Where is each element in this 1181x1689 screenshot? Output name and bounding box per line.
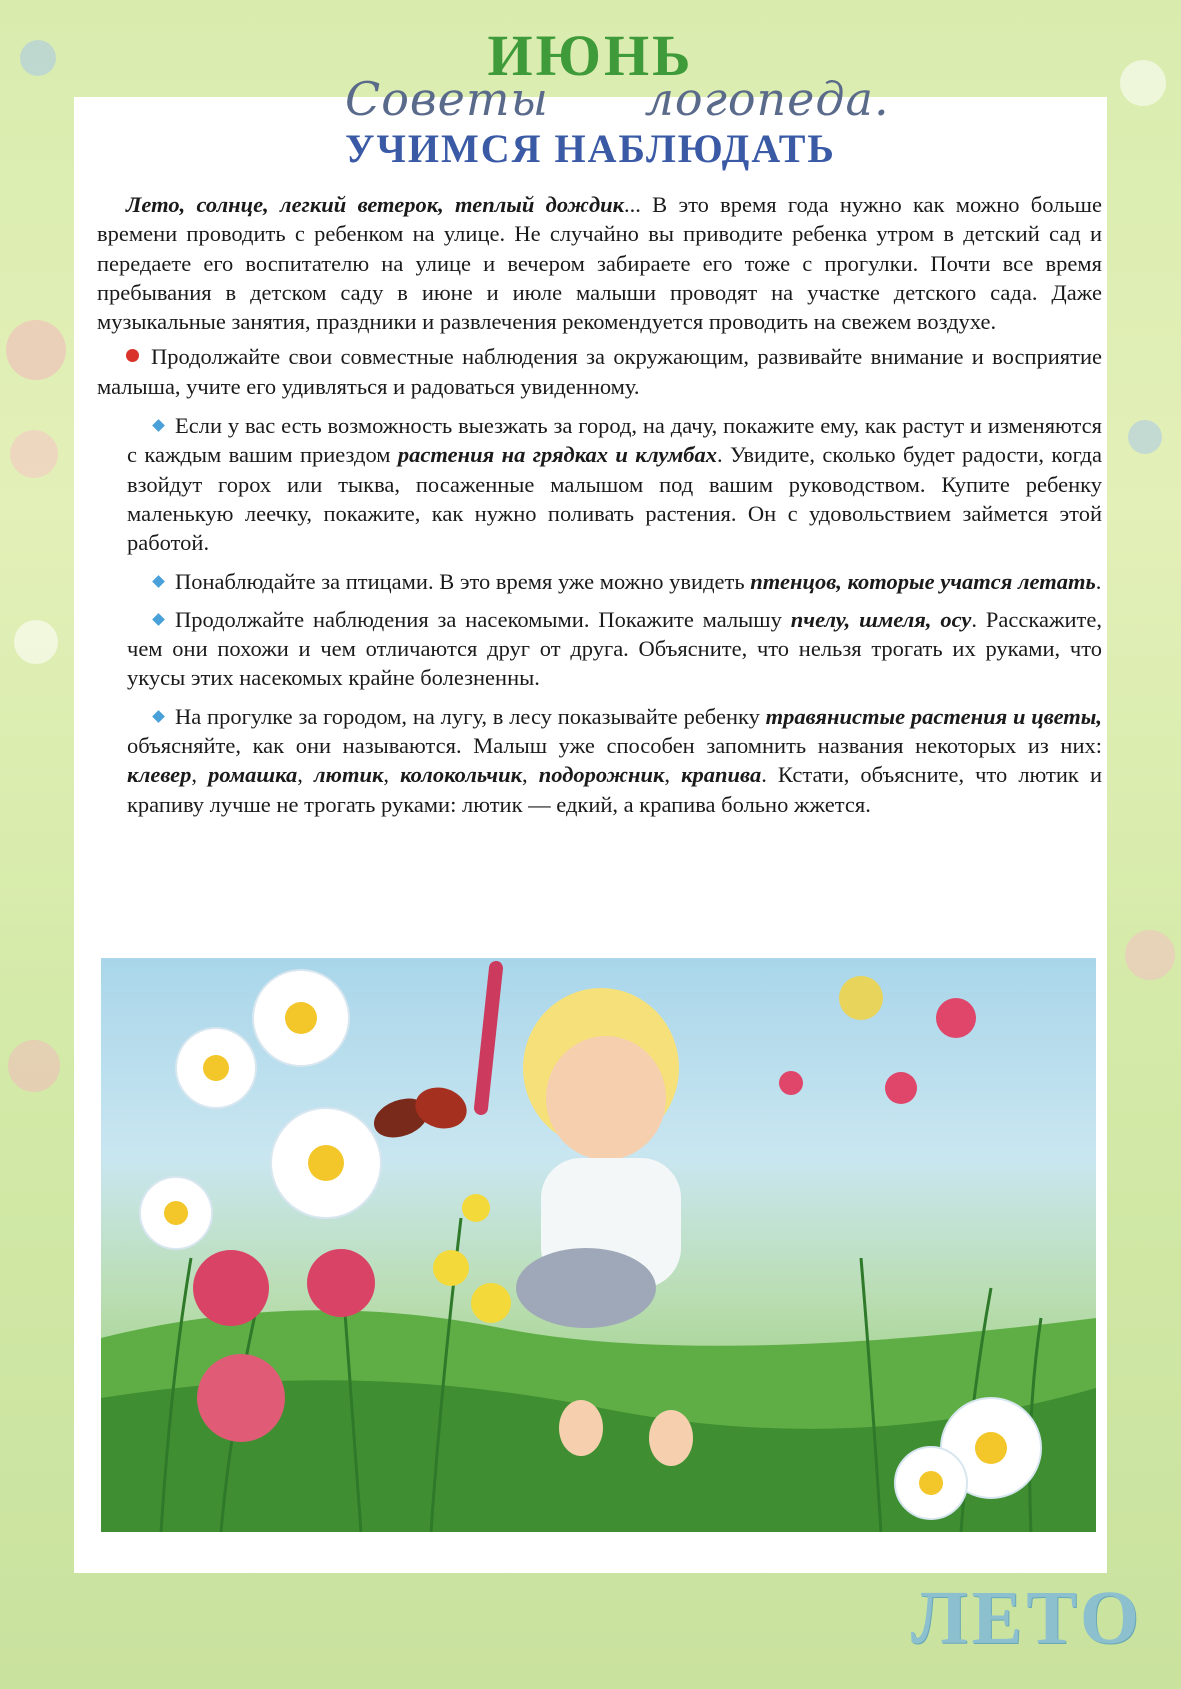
clover-flower-decoration [8, 1040, 60, 1092]
red-bullet-icon [126, 349, 139, 362]
clover-flower-decoration [10, 430, 58, 478]
intro-paragraph: Лето, солнце, легкий ветерок, теплый дождик... В это время года нужно как можно больше времени проводить с ребенком на улице. Не случайно вы приводите ребенка утром в детский сад и передаете его воспитателю на улице и вечером забираете его тоже с прогулки. Почти все время пребывания в детском саду в июне и июле малыши проводят на участке детского сада. Даже музыкальные занятия, праздники и развлечения рекомендуется проводить на свежем воздухе. [97, 192, 1102, 335]
tip-item-insects: Продолжайте наблюдения за насекомыми. Покажите малышу пчелу, шмеля, осу. Расскажите, чем они похожи и чем отличаются друг от друга. Объясните, что нельзя трогать их руками, что укусы этих насекомых крайне болезненны. [127, 606, 1102, 691]
forget-me-not-decoration [1128, 420, 1162, 454]
diamond-bullet-icon [152, 419, 165, 432]
diamond-bullet-icon [152, 575, 165, 588]
child-in-meadow-illustration [101, 958, 1096, 1532]
clover-flower-decoration [1125, 930, 1175, 980]
season-label: ЛЕТО [910, 1576, 1143, 1660]
diamond-bullet-icon [152, 613, 165, 626]
tip-item-plants: На прогулке за городом, на лугу, в лесу показывайте ребенку травянистые растения и цветы, объясняйте, как они называются. Малыш уже способен запомнить названия некоторых из них: клевер, ромашка, лютик, колокольчик, подорожник, крапива. Кстати, объясните, что лютик и крапиву лучше не трогать руками: лютик — едкий, а крапива больно жжется. [127, 703, 1102, 817]
handwritten-note: Советы логопеда. [345, 72, 890, 126]
month-heading: ИЮНЬ [487, 23, 694, 88]
butterfly-icon [369, 1082, 472, 1145]
clover-flower-decoration [6, 320, 66, 380]
diamond-bullet-icon [152, 710, 165, 723]
tip-item-birds: Понаблюдайте за птицами. В это время уже можно увидеть птенцов, которые учатся летать. [97, 567, 1102, 596]
article-body [97, 190, 1102, 828]
tip-item-garden: Если у вас есть возможность выезжать за город, на дачу, покажите ему, как растут и изменяются с каждым вашим приездом растения на грядках и клумбах. Увидите, сколько будет радости, когда взойдут горох или тыква, посаженные малышом под вашим руководством. Купите ребенку маленькую леечку, покажите, как нужно поливать растения. Он с удовольствием займется этой работой. [127, 413, 1102, 556]
page-title: УЧИМСЯ НАБЛЮДАТЬ [345, 126, 836, 171]
daisy-flower-decoration [14, 620, 58, 664]
meadow-scene-svg [101, 958, 1096, 1532]
main-point-item: Продолжайте свои совместные наблюдения за окружающим, развивайте внимание и восприятие малыша, учите его удивляться и радоваться увиденному. [97, 344, 1102, 399]
